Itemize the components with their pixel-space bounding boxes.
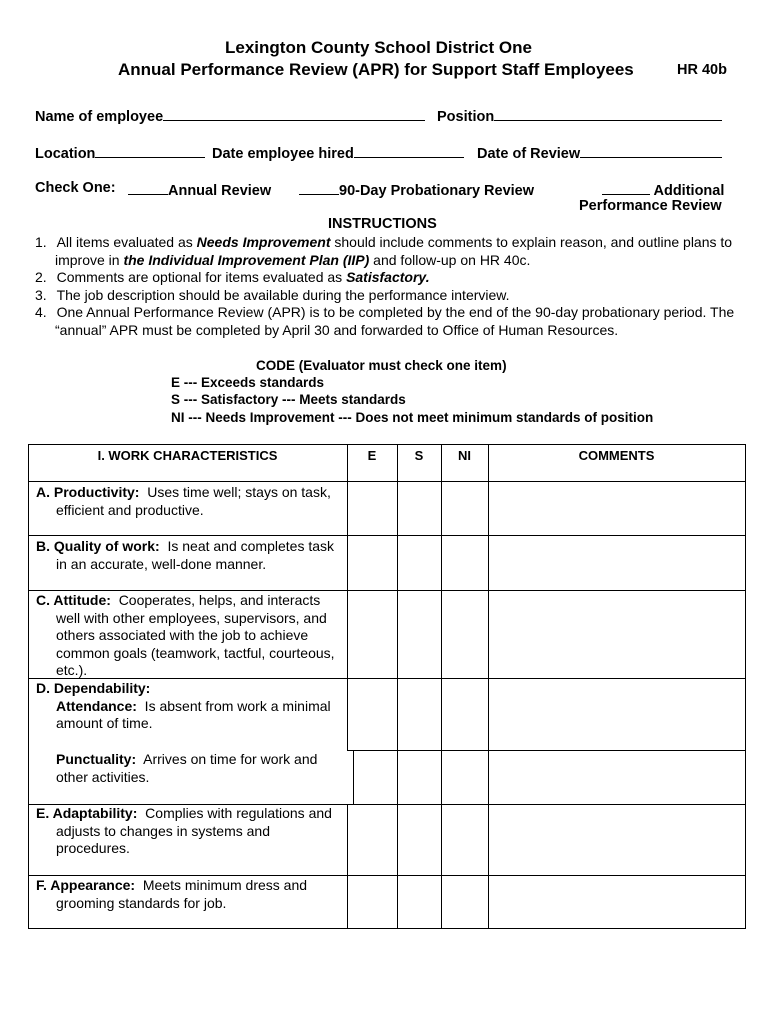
table-divider bbox=[353, 750, 354, 804]
row-b-label bbox=[36, 538, 334, 556]
instruction-text: All items evaluated as bbox=[56, 234, 197, 250]
instruction-item-2 bbox=[35, 269, 430, 287]
annual-review-label: Annual Review bbox=[168, 183, 272, 199]
instruction-num: 3. bbox=[35, 286, 47, 303]
additional-review-label-1: Additional bbox=[653, 183, 725, 199]
instruction-item-3 bbox=[35, 287, 510, 305]
row-e-title: E. Adaptability: bbox=[36, 805, 138, 821]
code-ni: NI --- Needs Improvement --- Does not meet minimum standards of position bbox=[171, 410, 654, 425]
row-d-attendance-text: Is absent from work a minimal bbox=[136, 697, 331, 714]
position-field[interactable] bbox=[494, 106, 722, 121]
col-header-s: S bbox=[414, 448, 424, 463]
instruction-num: 1. bbox=[35, 234, 47, 250]
table-border bbox=[745, 444, 746, 929]
row-d-punctuality-text: Arrives on time for work and bbox=[136, 751, 318, 767]
instruction-num: 2. bbox=[35, 269, 47, 285]
row-c-text-3: others associated with the job to achieve bbox=[56, 627, 309, 643]
position-label: Position bbox=[437, 109, 495, 125]
row-d-attendance-title: Attendance: bbox=[56, 697, 137, 714]
instruction-text: improve in bbox=[55, 251, 124, 268]
table-divider bbox=[28, 678, 746, 679]
row-f-text-2: grooming standards for job. bbox=[56, 894, 227, 911]
probationary-review-checkline[interactable] bbox=[299, 180, 339, 195]
row-e-text-3: procedures. bbox=[56, 840, 130, 856]
row-a-text: Uses time well; stays on task, bbox=[139, 484, 331, 500]
instruction-item-4 bbox=[35, 304, 734, 322]
table-border bbox=[28, 444, 29, 929]
row-f-text: Meets minimum dress and bbox=[135, 877, 308, 893]
instruction-text: The job description should be available during the performance interview. bbox=[56, 286, 510, 303]
instruction-text: “annual” APR must be completed by April 30 and forwarded to Office of Human Resources. bbox=[55, 321, 619, 338]
date-hired-field-row bbox=[212, 143, 464, 162]
instruction-emphasis: the Individual Improvement Plan (IIP) bbox=[123, 251, 370, 268]
check-one-label: Check One: bbox=[35, 180, 116, 196]
district-title: Lexington County School District One bbox=[225, 38, 532, 57]
instruction-item-1-line2 bbox=[55, 252, 530, 270]
row-d-label: D. Dependability: bbox=[36, 680, 151, 696]
name-label: Name of employee bbox=[35, 109, 164, 125]
table-divider bbox=[28, 875, 746, 876]
row-c-text-5: etc.). bbox=[56, 662, 88, 678]
name-field[interactable] bbox=[163, 106, 425, 121]
row-a-ni-cell[interactable] bbox=[442, 482, 488, 535]
location-label: Location bbox=[35, 146, 96, 162]
probationary-review-label: 90-Day Probationary Review bbox=[339, 183, 535, 199]
table-border bbox=[28, 444, 746, 445]
table-divider bbox=[347, 750, 746, 751]
code-s: S --- Satisfactory --- Meets standards bbox=[171, 392, 406, 407]
code-e: E --- Exceeds standards bbox=[171, 375, 325, 390]
instruction-text: Comments are optional for items evaluated as bbox=[56, 269, 347, 285]
row-b-title: B. Quality of work: bbox=[36, 538, 160, 554]
date-review-field[interactable] bbox=[580, 143, 722, 158]
row-d-punctuality-title: Punctuality: bbox=[56, 751, 137, 767]
row-a-title: A. Productivity: bbox=[36, 484, 140, 500]
form-code: HR 40b bbox=[677, 62, 727, 78]
instruction-emphasis: Satisfactory. bbox=[346, 269, 430, 285]
col-header-ni: NI bbox=[458, 448, 471, 463]
row-e-label bbox=[36, 805, 332, 823]
annual-review-checkline[interactable] bbox=[128, 180, 168, 195]
instruction-text: and follow-up on HR 40c. bbox=[369, 251, 531, 268]
row-c-text: Cooperates, helps, and interacts bbox=[110, 592, 321, 608]
additional-review-label-2: Performance Review bbox=[579, 198, 722, 214]
row-d-punctuality bbox=[56, 751, 317, 769]
code-heading: CODE (Evaluator must check one item) bbox=[256, 358, 507, 373]
date-hired-field[interactable] bbox=[354, 143, 464, 158]
row-a-s-cell[interactable] bbox=[398, 482, 441, 535]
table-border bbox=[28, 928, 746, 929]
location-field[interactable] bbox=[95, 143, 205, 158]
name-field-row bbox=[35, 106, 425, 125]
position-field-row bbox=[437, 106, 722, 125]
form-title: Annual Performance Review (APR) for Support Staff Employees bbox=[118, 60, 634, 79]
col-header-characteristics: I. WORK CHARACTERISTICS bbox=[97, 448, 278, 463]
instruction-item-4-line2 bbox=[55, 322, 618, 340]
date-review-field-row bbox=[477, 143, 722, 162]
row-a-comments-cell[interactable] bbox=[489, 482, 745, 535]
row-c-label bbox=[36, 592, 320, 610]
row-f-label bbox=[36, 877, 307, 895]
row-a-label bbox=[36, 484, 331, 502]
row-a-text-2: efficient and productive. bbox=[56, 501, 204, 518]
table-divider bbox=[28, 590, 746, 591]
col-header-e: E bbox=[367, 448, 377, 463]
row-d-attendance-text-2: amount of time. bbox=[56, 715, 153, 731]
additional-review-option[interactable] bbox=[602, 180, 724, 199]
instruction-num: 4. bbox=[35, 304, 47, 320]
date-review-label: Date of Review bbox=[477, 146, 581, 162]
additional-review-checkline[interactable] bbox=[602, 180, 650, 195]
row-b-text: Is neat and completes task bbox=[159, 538, 335, 554]
row-e-text-2: adjusts to changes in systems and bbox=[56, 822, 271, 839]
location-field-row bbox=[35, 143, 205, 162]
instruction-text: should include comments to explain reason, and outline plans to bbox=[330, 234, 733, 250]
annual-review-option[interactable] bbox=[128, 180, 271, 199]
row-c-text-4: common goals (teamwork, tactful, courteous, bbox=[56, 644, 335, 661]
instruction-item-1 bbox=[35, 234, 732, 252]
row-d-punctuality-text-2: other activities. bbox=[56, 768, 150, 785]
instruction-text: One Annual Performance Review (APR) is to be completed by the end of the 90-day probationary period. The bbox=[56, 304, 735, 320]
date-hired-label: Date employee hired bbox=[212, 146, 354, 162]
row-c-title: C. Attitude: bbox=[36, 592, 111, 608]
check-one-row bbox=[35, 180, 116, 196]
instructions-heading: INSTRUCTIONS bbox=[328, 216, 437, 232]
row-a-e-cell[interactable] bbox=[348, 482, 397, 535]
table-divider bbox=[347, 804, 348, 929]
row-f-title: F. Appearance: bbox=[36, 877, 136, 893]
row-b-text-2: in an accurate, well-done manner. bbox=[56, 555, 267, 572]
row-c-text-2: well with other employees, supervisors, and bbox=[56, 609, 327, 626]
row-d-attendance bbox=[56, 698, 331, 716]
probationary-review-option[interactable] bbox=[299, 180, 534, 199]
col-header-comments: COMMENTS bbox=[578, 448, 655, 463]
instruction-emphasis: Needs Improvement bbox=[196, 234, 331, 250]
table-divider bbox=[28, 535, 746, 536]
row-e-text: Complies with regulations and bbox=[137, 805, 332, 821]
